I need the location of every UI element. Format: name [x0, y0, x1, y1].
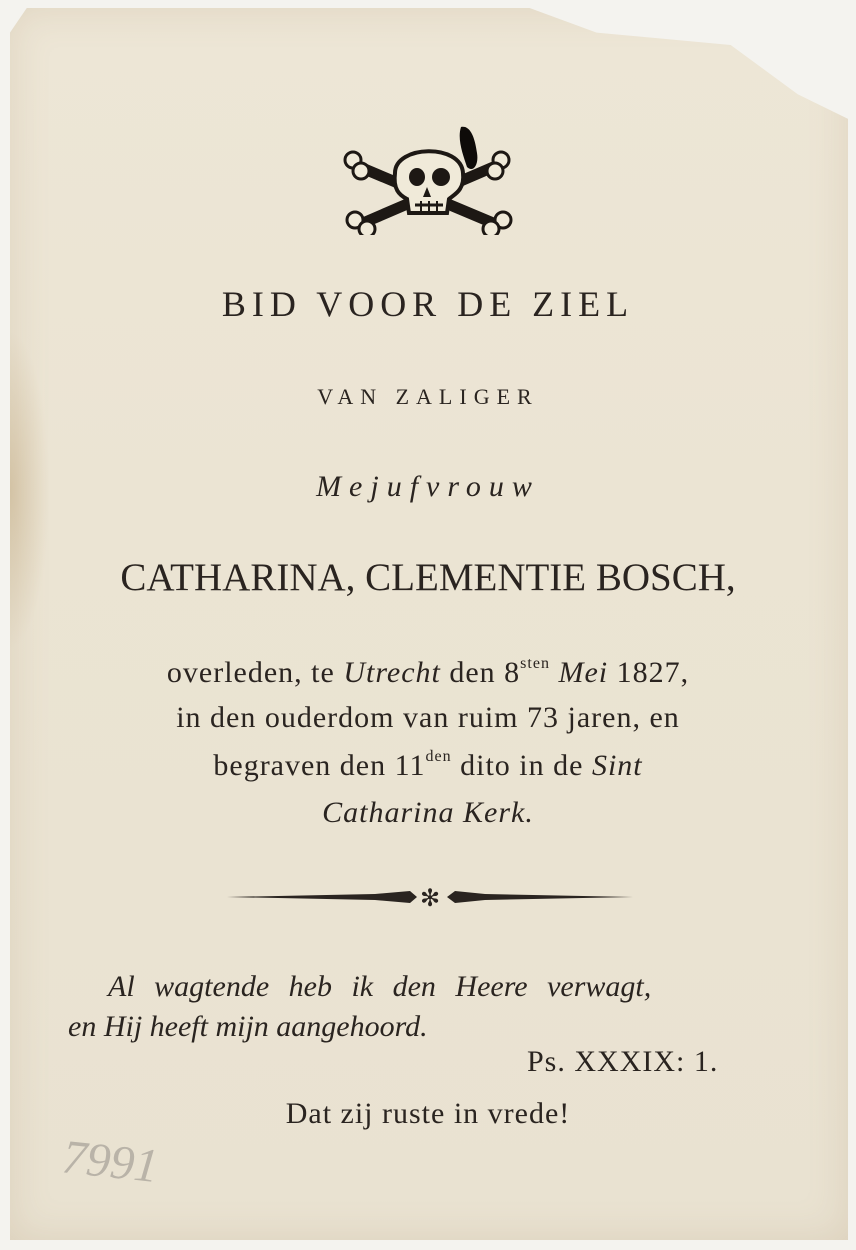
pencil-inventory-number [58, 1126, 188, 1196]
body-text: dito in de [451, 749, 592, 782]
body-line-3 [0, 748, 856, 783]
deceased-name: CATHARINA, CLEMENTIE BOSCH, [120, 556, 736, 599]
closing-prayer: Dat zij ruste in vrede! [285, 1097, 571, 1130]
ordinal-suffix: den [425, 748, 452, 765]
body-line-2: in den ouderdom van ruim 73 jaren, en [176, 701, 680, 734]
title-mejufvrouw: Mejufvrouw [316, 470, 540, 503]
church-name-part: Sint [591, 749, 643, 782]
body-text: 1827, [608, 656, 690, 689]
body-text: overleden, te [166, 656, 344, 689]
skull-crossbones-icon [343, 125, 513, 235]
month-name: Mei [549, 656, 609, 689]
ordinal-suffix: sten [520, 655, 550, 672]
place-name: Utrecht [343, 656, 441, 689]
body-text: den 8 [440, 656, 521, 689]
body-text: begraven den 11 [213, 749, 426, 782]
heading-prayer: BID VOOR DE ZIEL [221, 284, 635, 324]
psalm-reference: Ps. XXXIX: 1. [527, 1045, 719, 1078]
svg-text:✻: ✻ [419, 884, 441, 912]
subheading: VAN ZALIGER [317, 384, 539, 409]
body-line-1 [0, 655, 856, 690]
church-name: Catharina Kerk. [322, 796, 534, 829]
pencil-number-text: 7991 [59, 1130, 161, 1194]
scripture-line-2: en Hij heeft mijn aangehoord. [68, 1010, 428, 1043]
scripture-line-1: Al wagtende heb ik den Heere verwagt, [108, 970, 652, 1003]
ornamental-divider [225, 884, 635, 914]
